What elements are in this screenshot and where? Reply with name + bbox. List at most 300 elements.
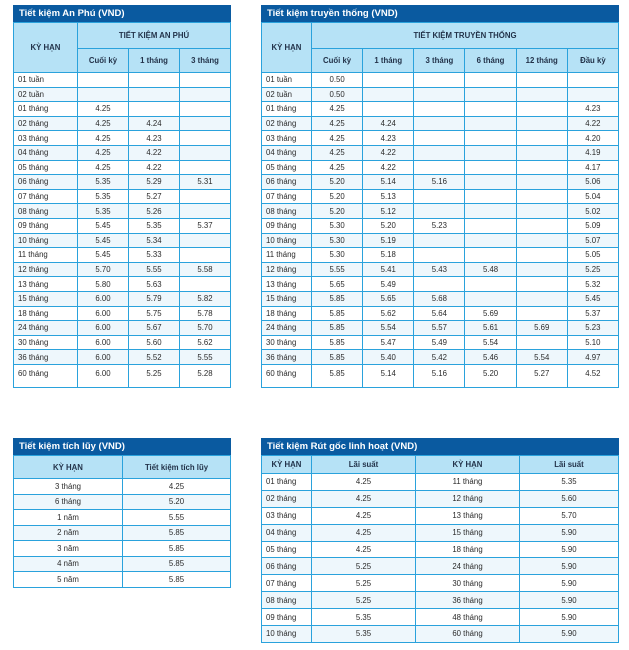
rate-cell: 5.64 [414, 306, 465, 321]
rate-cell [363, 73, 414, 88]
table-row [14, 102, 231, 117]
table-row [262, 189, 619, 204]
rate-cell [465, 248, 516, 263]
table-row [14, 116, 231, 131]
table-row [14, 350, 231, 365]
column-header: Cuối kỳ [312, 49, 363, 73]
rate-cell: 4.22 [567, 116, 618, 131]
term-cell: 13 tháng [262, 277, 312, 292]
rate-cell: 5.61 [465, 321, 516, 336]
rate-cell: 4.25 [312, 507, 416, 524]
table-row [14, 364, 231, 387]
table-row [14, 145, 231, 160]
rate-cell [129, 87, 180, 102]
term-cell: 4 năm [14, 556, 123, 572]
term-cell: 07 tháng [262, 575, 312, 592]
term-cell: 1 năm [14, 510, 123, 526]
table-row [262, 474, 619, 491]
group-header: TIẾT KIỆM TRUYỀN THỐNG [312, 23, 619, 49]
rate-cell: 5.75 [129, 306, 180, 321]
rate-cell [516, 291, 567, 306]
rate-cell: 5.35 [78, 189, 129, 204]
rate-cell: 5.16 [414, 364, 465, 387]
term-cell: 24 tháng [416, 558, 520, 575]
rate-cell [465, 131, 516, 146]
rate-cell: 5.67 [129, 321, 180, 336]
rate-cell [567, 73, 618, 88]
table-row [14, 321, 231, 336]
table-row [262, 145, 619, 160]
term-cell: 01 tuần [262, 73, 312, 88]
table-row [14, 525, 231, 541]
rate-cell: 4.22 [363, 160, 414, 175]
term-cell: 02 tháng [262, 116, 312, 131]
term-cell: 02 tháng [14, 116, 78, 131]
term-cell: 11 tháng [262, 248, 312, 263]
term-cell: 36 tháng [14, 350, 78, 365]
rate-cell: 5.49 [363, 277, 414, 292]
term-cell: 11 tháng [14, 248, 78, 263]
rate-cell: 5.35 [78, 175, 129, 190]
rate-cell: 5.25 [567, 262, 618, 277]
rate-cell: 5.58 [180, 262, 231, 277]
rate-cell [414, 204, 465, 219]
rate-cell [516, 160, 567, 175]
term-cell: 06 tháng [262, 558, 312, 575]
rate-cell: 6.00 [78, 291, 129, 306]
term-cell: 04 tháng [262, 145, 312, 160]
rate-cell [180, 189, 231, 204]
term-cell: 05 tháng [262, 541, 312, 558]
rate-cell [516, 277, 567, 292]
term-cell: 06 tháng [14, 175, 78, 190]
term-cell: 10 tháng [14, 233, 78, 248]
rate-cell: 5.85 [312, 306, 363, 321]
table-row [262, 87, 619, 102]
rate-cell: 5.45 [78, 233, 129, 248]
rate-cell: 5.57 [414, 321, 465, 336]
rate-cell [516, 248, 567, 263]
rate-cell: 5.20 [312, 204, 363, 219]
rate-cell: 5.60 [129, 335, 180, 350]
rate-cell: 5.65 [312, 277, 363, 292]
rate-cell [129, 73, 180, 88]
rate-cell: 5.43 [414, 262, 465, 277]
column-header: 1 tháng [129, 49, 180, 73]
rate-cell: 5.35 [78, 204, 129, 219]
term-cell: 09 tháng [14, 218, 78, 233]
term-cell: 15 tháng [14, 291, 78, 306]
term-cell: 30 tháng [14, 335, 78, 350]
rate-cell [414, 189, 465, 204]
rate-cell: 5.31 [180, 175, 231, 190]
rate-cell: 5.20 [363, 218, 414, 233]
rate-cell: 6.00 [78, 335, 129, 350]
rate-cell: 4.97 [567, 350, 618, 365]
rate-cell: 4.23 [363, 131, 414, 146]
rate-cell: 5.26 [129, 204, 180, 219]
column-header: Đầu kỳ [567, 49, 618, 73]
term-cell: 08 tháng [262, 592, 312, 609]
rate-cell: 5.63 [129, 277, 180, 292]
table-row [262, 575, 619, 592]
rate-cell [129, 102, 180, 117]
rate-cell: 4.22 [363, 145, 414, 160]
rate-cell [180, 131, 231, 146]
table-row [262, 218, 619, 233]
rate-cell: 5.35 [312, 626, 416, 643]
rate-cell [465, 116, 516, 131]
rate-cell [516, 131, 567, 146]
rate-cell [180, 116, 231, 131]
column-header: 6 tháng [465, 49, 516, 73]
rate-cell: 5.30 [312, 218, 363, 233]
rate-cell: 5.14 [363, 364, 414, 387]
rate-cell [465, 87, 516, 102]
rate-cell: 5.47 [363, 335, 414, 350]
rate-cell: 5.04 [567, 189, 618, 204]
rate-cell: 5.54 [516, 350, 567, 365]
table-row [262, 350, 619, 365]
rate-cell: 5.05 [567, 248, 618, 263]
rate-cell [180, 277, 231, 292]
term-cell: 5 năm [14, 572, 123, 588]
rate-cell: 5.27 [516, 364, 567, 387]
rate-cell: 0.50 [312, 73, 363, 88]
table-row [262, 558, 619, 575]
rate-cell: 5.85 [123, 572, 231, 588]
term-cell: 30 tháng [262, 335, 312, 350]
table-row [262, 626, 619, 643]
rate-cell: 5.80 [78, 277, 129, 292]
term-cell: 07 tháng [14, 189, 78, 204]
rate-header: Lãi suất [520, 456, 619, 474]
rate-cell: 5.02 [567, 204, 618, 219]
truyen-thong-title: Tiết kiệm truyền thống (VND) [261, 5, 619, 22]
rate-cell: 4.25 [123, 479, 231, 495]
rate-cell: 5.20 [312, 189, 363, 204]
rate-cell: 5.25 [129, 364, 180, 387]
column-header: 1 tháng [363, 49, 414, 73]
rate-cell: 4.25 [312, 524, 416, 541]
term-cell: 04 tháng [14, 145, 78, 160]
term-cell: 01 tuần [14, 73, 78, 88]
table-row [14, 248, 231, 263]
table-row [262, 507, 619, 524]
rate-cell: 5.65 [363, 291, 414, 306]
rate-cell: 5.85 [123, 556, 231, 572]
rate-cell [78, 73, 129, 88]
rate-cell: 5.90 [520, 558, 619, 575]
rate-cell: 5.20 [465, 364, 516, 387]
rate-cell: 5.41 [363, 262, 414, 277]
term-cell: 12 tháng [262, 262, 312, 277]
rate-cell [414, 73, 465, 88]
table-row [14, 131, 231, 146]
column-header: 3 tháng [414, 49, 465, 73]
rate-cell: 5.85 [312, 291, 363, 306]
rate-cell [465, 145, 516, 160]
table-row [262, 306, 619, 321]
rate-cell: 5.19 [363, 233, 414, 248]
term-cell: 09 tháng [262, 609, 312, 626]
rate-cell: 4.25 [78, 102, 129, 117]
rate-cell: 5.70 [78, 262, 129, 277]
term-cell: 02 tuần [262, 87, 312, 102]
rate-cell: 5.25 [312, 575, 416, 592]
term-cell: 3 tháng [14, 479, 123, 495]
table-row [14, 73, 231, 88]
rate-cell [465, 233, 516, 248]
rate-cell [516, 145, 567, 160]
rate-cell [465, 291, 516, 306]
rate-cell: 5.85 [123, 541, 231, 557]
rate-cell: 4.25 [312, 160, 363, 175]
rate-cell [180, 233, 231, 248]
rate-cell [414, 102, 465, 117]
rate-cell: 5.07 [567, 233, 618, 248]
rate-cell: 5.37 [180, 218, 231, 233]
rate-cell: 4.17 [567, 160, 618, 175]
rut-goc-rate-table [261, 438, 619, 643]
rate-cell [516, 233, 567, 248]
an-phu-title: Tiết kiệm An Phú (VND) [13, 5, 231, 22]
truyen-thong-rate-table [261, 5, 619, 388]
table-row [262, 131, 619, 146]
rate-cell: 5.82 [180, 291, 231, 306]
rate-cell [180, 102, 231, 117]
rate-cell: 5.13 [363, 189, 414, 204]
term-cell: 03 tháng [262, 507, 312, 524]
rate-cell: 4.25 [78, 116, 129, 131]
term-cell: 08 tháng [14, 204, 78, 219]
term-cell: 09 tháng [262, 218, 312, 233]
table-row [262, 262, 619, 277]
rate-cell: 5.54 [363, 321, 414, 336]
rate-header: Tiết kiệm tích lũy [123, 456, 231, 479]
rate-cell: 5.06 [567, 175, 618, 190]
table-row [14, 233, 231, 248]
column-header: 12 tháng [516, 49, 567, 73]
rate-cell [516, 335, 567, 350]
term-cell: 24 tháng [262, 321, 312, 336]
term-cell: 18 tháng [416, 541, 520, 558]
table-row [14, 572, 231, 588]
rate-cell: 5.85 [312, 364, 363, 387]
term-cell: 12 tháng [14, 262, 78, 277]
rate-cell: 4.24 [129, 116, 180, 131]
term-cell: 01 tháng [14, 102, 78, 117]
term-cell: 13 tháng [14, 277, 78, 292]
term-cell: 04 tháng [262, 524, 312, 541]
rate-cell: 5.45 [78, 248, 129, 263]
rate-cell [414, 248, 465, 263]
rate-cell [78, 87, 129, 102]
rate-cell: 5.69 [516, 321, 567, 336]
table-row [14, 160, 231, 175]
term-cell: 08 tháng [262, 204, 312, 219]
table-row [14, 189, 231, 204]
rate-cell: 5.45 [567, 291, 618, 306]
term-cell: 18 tháng [262, 306, 312, 321]
rate-cell: 4.20 [567, 131, 618, 146]
rate-cell: 5.60 [520, 490, 619, 507]
rate-cell: 5.69 [465, 306, 516, 321]
rate-cell [180, 160, 231, 175]
table-row [262, 541, 619, 558]
term-header: KỲ HẠN [14, 456, 123, 479]
table-row [14, 510, 231, 526]
table-row [14, 479, 231, 495]
rate-cell: 4.25 [312, 490, 416, 507]
rate-cell: 5.52 [129, 350, 180, 365]
term-cell: 48 tháng [416, 609, 520, 626]
rate-cell: 5.35 [129, 218, 180, 233]
rut-goc-title: Tiết kiệm Rút gốc linh hoạt (VND) [261, 438, 619, 455]
rate-cell [180, 145, 231, 160]
group-header: TIẾT KIỆM AN PHÚ [78, 23, 231, 49]
rate-cell: 4.23 [567, 102, 618, 117]
term-cell: 36 tháng [416, 592, 520, 609]
rate-cell [414, 116, 465, 131]
rate-cell: 5.62 [180, 335, 231, 350]
rate-cell [465, 160, 516, 175]
table-row [262, 204, 619, 219]
term-cell: 6 tháng [14, 494, 123, 510]
rate-cell [465, 102, 516, 117]
rate-cell: 5.30 [312, 248, 363, 263]
term-cell: 02 tuần [14, 87, 78, 102]
term-cell: 15 tháng [416, 524, 520, 541]
rate-cell: 5.48 [465, 262, 516, 277]
table-row [14, 218, 231, 233]
rate-cell [516, 262, 567, 277]
column-header: Cuối kỳ [78, 49, 129, 73]
rate-cell: 5.09 [567, 218, 618, 233]
rate-cell: 4.22 [129, 160, 180, 175]
term-cell: 03 tháng [262, 131, 312, 146]
rate-cell [180, 73, 231, 88]
rate-cell: 5.54 [465, 335, 516, 350]
tich-luy-rate-table [13, 438, 231, 588]
rate-header: Lãi suất [312, 456, 416, 474]
rate-cell: 5.10 [567, 335, 618, 350]
rate-cell: 5.37 [567, 306, 618, 321]
term-cell: 10 tháng [262, 233, 312, 248]
rate-cell [516, 306, 567, 321]
term-cell: 03 tháng [14, 131, 78, 146]
term-cell: 01 tháng [262, 474, 312, 491]
rate-cell [465, 204, 516, 219]
rate-cell: 5.90 [520, 524, 619, 541]
rate-cell [516, 218, 567, 233]
rate-cell [465, 218, 516, 233]
term-cell: 36 tháng [262, 350, 312, 365]
rate-cell: 5.18 [363, 248, 414, 263]
rate-cell: 5.68 [414, 291, 465, 306]
table-row [14, 335, 231, 350]
term-cell: 15 tháng [262, 291, 312, 306]
rate-cell: 5.20 [123, 494, 231, 510]
rate-cell [516, 73, 567, 88]
rate-cell [516, 204, 567, 219]
rate-cell [180, 248, 231, 263]
rate-cell: 4.25 [312, 474, 416, 491]
table-row [262, 335, 619, 350]
rate-cell: 5.23 [567, 321, 618, 336]
rate-cell: 4.52 [567, 364, 618, 387]
rate-cell: 4.25 [312, 116, 363, 131]
rate-cell [465, 73, 516, 88]
rate-cell: 5.32 [567, 277, 618, 292]
rate-cell [516, 102, 567, 117]
rate-cell: 5.14 [363, 175, 414, 190]
rate-cell [414, 233, 465, 248]
rate-cell: 5.35 [520, 474, 619, 491]
rate-cell: 5.27 [129, 189, 180, 204]
term-cell: 60 tháng [14, 364, 78, 387]
table-row [262, 175, 619, 190]
rate-cell: 5.85 [123, 525, 231, 541]
rate-cell [567, 87, 618, 102]
table-row [262, 321, 619, 336]
term-cell: 12 tháng [416, 490, 520, 507]
rate-cell: 5.20 [312, 175, 363, 190]
rate-cell: 4.19 [567, 145, 618, 160]
table-row [262, 116, 619, 131]
term-header: KỲ HẠN [262, 456, 312, 474]
rate-cell: 5.55 [312, 262, 363, 277]
rate-cell: 5.49 [414, 335, 465, 350]
rate-cell: 6.00 [78, 350, 129, 365]
term-header: KỲ HẠN [14, 23, 78, 73]
table-row [14, 291, 231, 306]
term-cell: 18 tháng [14, 306, 78, 321]
rate-cell: 5.35 [312, 609, 416, 626]
table-row [14, 494, 231, 510]
rate-cell: 5.85 [312, 321, 363, 336]
rate-cell [180, 204, 231, 219]
rate-cell [465, 277, 516, 292]
rate-cell [414, 131, 465, 146]
rate-cell [465, 189, 516, 204]
table-row [262, 160, 619, 175]
rate-cell: 4.25 [312, 541, 416, 558]
an-phu-rate-table [13, 5, 231, 388]
column-header: 3 tháng [180, 49, 231, 73]
term-cell: 01 tháng [262, 102, 312, 117]
rate-cell: 5.90 [520, 609, 619, 626]
rate-cell: 5.90 [520, 592, 619, 609]
rate-cell: 5.90 [520, 541, 619, 558]
table-row [14, 87, 231, 102]
rate-cell: 5.12 [363, 204, 414, 219]
rate-cell: 5.90 [520, 575, 619, 592]
term-cell: 2 năm [14, 525, 123, 541]
rate-cell: 5.34 [129, 233, 180, 248]
rate-cell [363, 102, 414, 117]
rate-cell: 4.25 [312, 131, 363, 146]
rate-cell: 6.00 [78, 364, 129, 387]
rate-cell: 5.90 [520, 626, 619, 643]
rate-cell: 4.23 [129, 131, 180, 146]
table-row [262, 524, 619, 541]
table-row [262, 233, 619, 248]
term-cell: 60 tháng [262, 364, 312, 387]
term-cell: 05 tháng [262, 160, 312, 175]
rate-cell: 5.45 [78, 218, 129, 233]
rate-cell: 5.23 [414, 218, 465, 233]
